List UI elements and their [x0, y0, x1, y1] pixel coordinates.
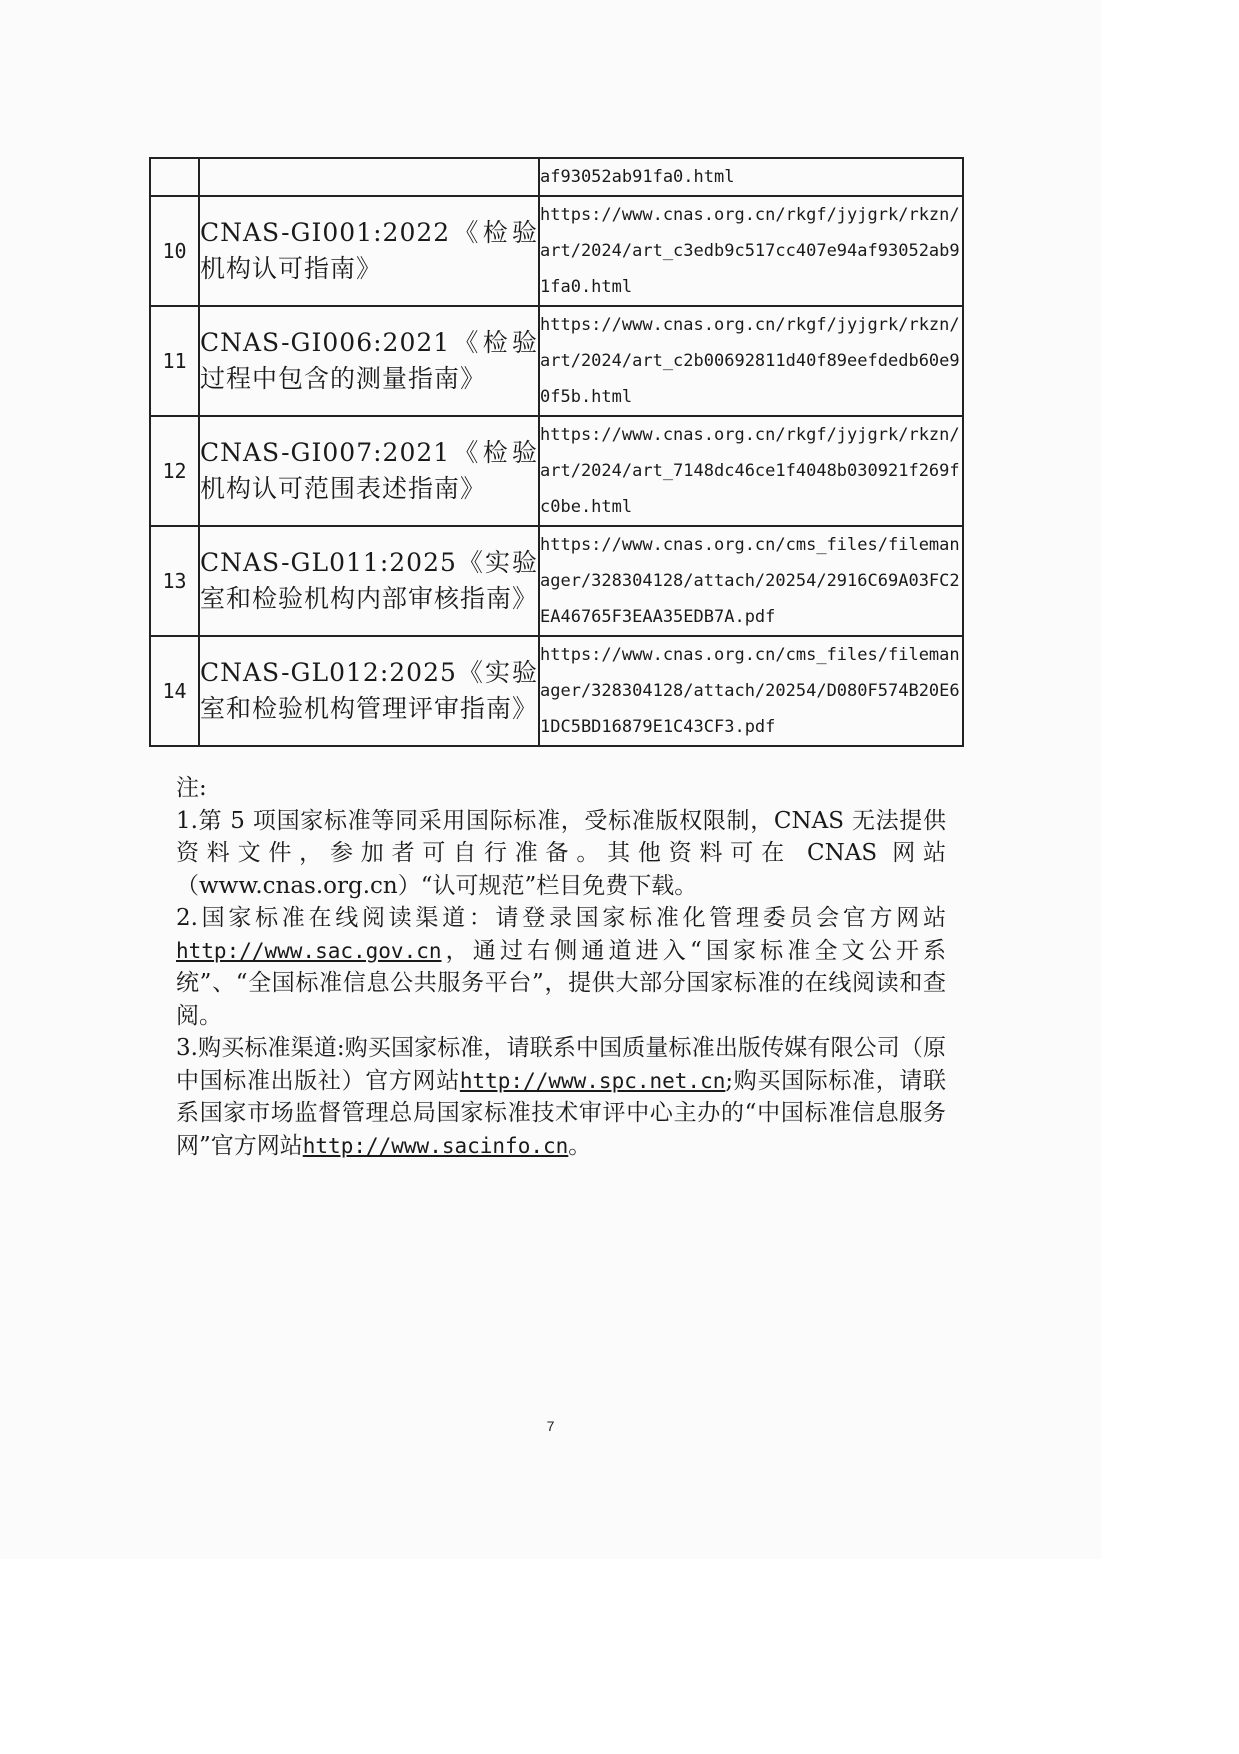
row-number: 11: [150, 306, 199, 416]
note-1: 1.第 5 项国家标准等同采用国际标准，受标准版权限制，CNAS 无法提供资料文件，参加者可自行准备。其他资料可在 CNAS 网站（www.cnas.org.cn）“认可规范”栏目免费下载。: [176, 807, 946, 899]
table-row: [150, 526, 963, 636]
notes-section: [176, 772, 946, 1162]
row-number: [150, 158, 199, 196]
note-2: [176, 902, 946, 1032]
note-3-text: 。: [568, 1132, 592, 1159]
note-2-text: 2.国家标准在线阅读渠道：请登录国家标准化管理委员会官方网站: [176, 905, 946, 931]
page-number: 7: [546, 1418, 555, 1434]
table-row: [150, 306, 963, 416]
row-number: 12: [150, 416, 199, 526]
note-2-text: ，通过右侧通道进入“国家标准全文公开系统”、“全国标准信息公共服务平台”，提供大部分国家标准的在线阅读和查阅。: [176, 937, 946, 1029]
note-3: [176, 1032, 946, 1162]
table-row: [150, 636, 963, 746]
note-3-text: 3.购买标准渠道:购买国家标准，请联系中国质量标准出版传媒有限公司（原中国标准出版社）官方网站: [176, 1035, 946, 1094]
table-row: [150, 158, 963, 196]
document-url[interactable]: https://www.cnas.org.cn/cms_files/filemanager/328304128/attach/20254/D080F574B20E61DC5BD16879E1C43CF3.pdf: [539, 636, 963, 746]
row-number: 13: [150, 526, 199, 636]
notes-heading: 注:: [176, 775, 207, 801]
reference-table: [149, 157, 964, 747]
note-3-text: ;购买国际标准，请联系国家市场监督管理总局国家标准技术审评中心主办的“中国标准信息服务网”官方网站: [176, 1067, 947, 1159]
document-url[interactable]: https://www.cnas.org.cn/rkgf/jyjgrk/rkzn/art/2024/art_c3edb9c517cc407e94af93052ab91fa0.html: [539, 196, 963, 306]
row-number: 14: [150, 636, 199, 746]
table-row: [150, 196, 963, 306]
row-number: 10: [150, 196, 199, 306]
document-name: CNAS-GI001:2022《检验机构认可指南》: [199, 196, 539, 306]
document-name: CNAS-GI007:2021《检验机构认可范围表述指南》: [199, 416, 539, 526]
spc-link[interactable]: http://www.spc.net.cn: [459, 1068, 726, 1093]
document-name: [199, 158, 539, 196]
sacinfo-link[interactable]: http://www.sacinfo.cn: [302, 1133, 569, 1158]
document-url[interactable]: https://www.cnas.org.cn/cms_files/filemanager/328304128/attach/20254/2916C69A03FC2EA46765F3EAA35EDB7A.pdf: [539, 526, 963, 636]
document-name: CNAS-GL011:2025《实验室和检验机构内部审核指南》: [199, 526, 539, 636]
sac-link[interactable]: http://www.sac.gov.cn: [176, 938, 442, 963]
document-url[interactable]: af93052ab91fa0.html: [539, 158, 963, 196]
document-url[interactable]: https://www.cnas.org.cn/rkgf/jyjgrk/rkzn/art/2024/art_c2b00692811d40f89eefdedb60e90f5b.html: [539, 306, 963, 416]
table-row: [150, 416, 963, 526]
document-name: CNAS-GL012:2025《实验室和检验机构管理评审指南》: [199, 636, 539, 746]
document-url[interactable]: https://www.cnas.org.cn/rkgf/jyjgrk/rkzn/art/2024/art_7148dc46ce1f4048b030921f269fc0be.html: [539, 416, 963, 526]
document-name: CNAS-GI006:2021《检验过程中包含的测量指南》: [199, 306, 539, 416]
